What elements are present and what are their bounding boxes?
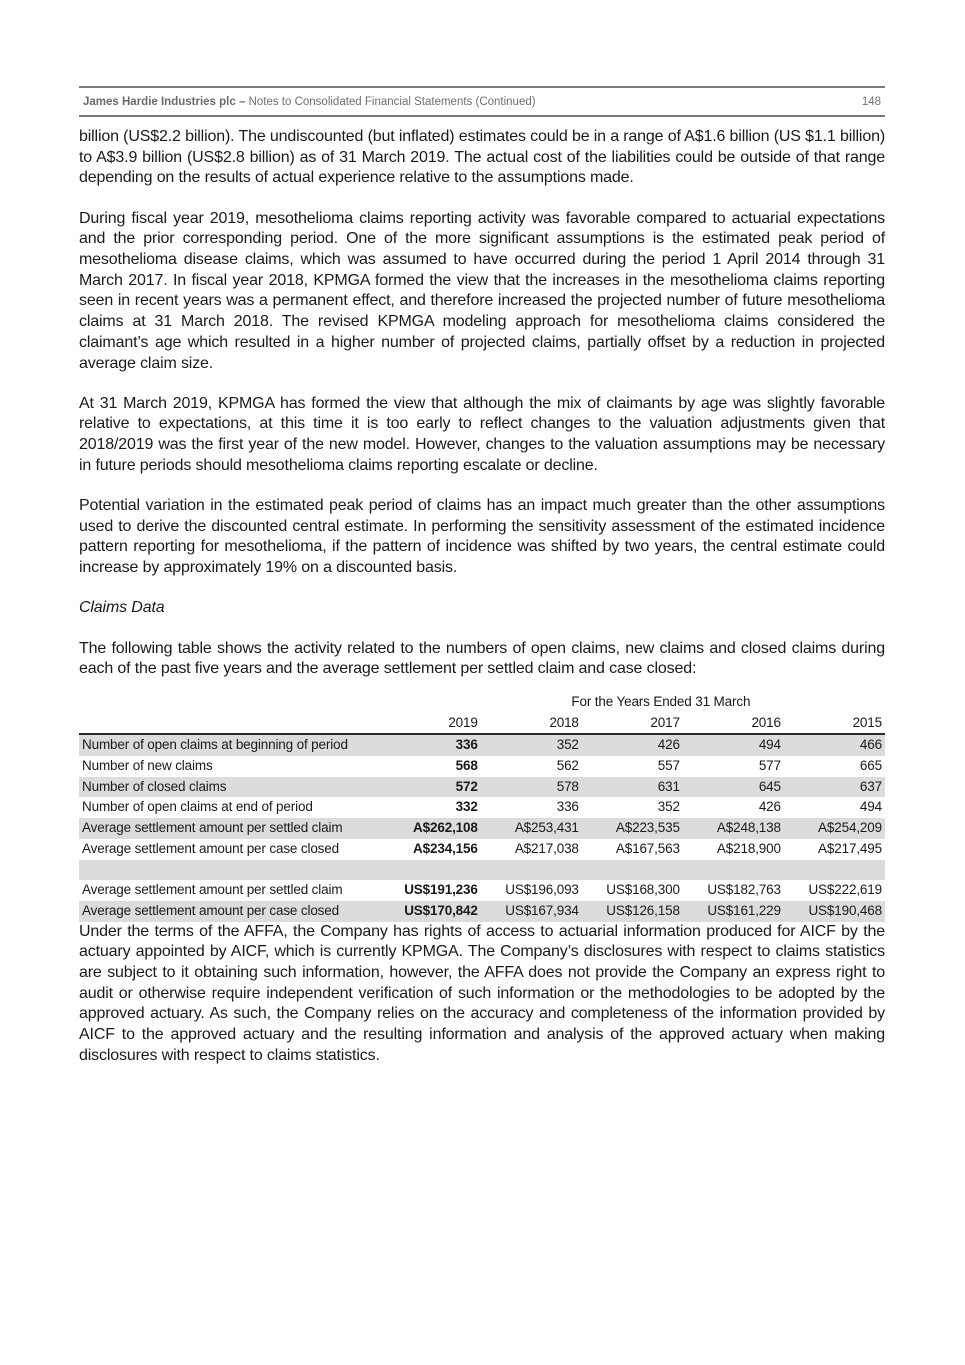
column-header-2017: 2017 bbox=[650, 714, 680, 730]
document-page bbox=[79, 86, 885, 1086]
claims-data-table bbox=[79, 692, 885, 922]
page-number: 148 bbox=[861, 95, 881, 108]
paragraph-kpmga-view: At 31 March 2019, KPMGA has formed the view that although the mix of claimants by age was slightly favorable relative to expectations, at this time it is too early to reflect changes to the valuation adjustments given that 2018/2019 was the first year of the new model. However, changes to the valuation assumptions may be necessary in future periods should mesothelioma claims reporting escalate or decline. bbox=[79, 394, 885, 474]
table-row: Number of closed claims 572 578 631 645 637 bbox=[79, 777, 885, 798]
running-header bbox=[79, 86, 885, 117]
section-heading: Claims Data bbox=[79, 599, 165, 617]
table-row: Number of open claims at end of period 332 336 352 426 494 bbox=[82, 799, 882, 815]
column-header-2015: 2015 bbox=[852, 714, 882, 730]
table-header-row bbox=[79, 713, 885, 735]
body-text bbox=[79, 127, 885, 1066]
table-row: Average settlement amount per settled claim A$262,108 A$253,431 A$223,535 A$248,138 A$254,209 bbox=[79, 818, 885, 839]
column-header-2018: 2018 bbox=[549, 714, 579, 730]
company-name: James Hardie Industries plc – bbox=[83, 95, 246, 108]
table-row: Average settlement amount per case closed A$234,156 A$217,038 A$167,563 A$218,900 A$217,495 bbox=[82, 840, 882, 856]
paragraph-liability-range: billion (US$2.2 billion). The undiscounted (but inflated) estimates could be in a range of A$1.6 billion (US $1.1 billion) to A$3.9 billion (US$2.8 billion) as of 31 March 2019. The actual cost of the liabilities could be outside of that range depending on the results of actual experience relative to the assumptions made. bbox=[79, 128, 885, 187]
table-row: Number of open claims at beginning of period 336 352 426 494 466 bbox=[79, 734, 885, 756]
table-super-header: For the Years Ended 31 March bbox=[571, 693, 751, 709]
column-header-2019: 2019 bbox=[448, 714, 478, 730]
paragraph-fiscal-2019-activity: During fiscal year 2019, mesothelioma claims reporting activity was favorable compared to actuarial expectations and the prior corresponding period. One of the more significant assumptions is the estimated peak period of mesothelioma disease claims, which was assumed to have occurred during the period 1 April 2014 through 31 March 2017. In fiscal year 2018, KPMGA formed the view that the increases in the mesothelioma claims reporting seen in recent years was a permanent effect, and therefore increased the projected number of future mesothelioma claims at 31 March 2018. The revised KPMGA modeling approach for mesothelioma claims considered the claimant’s age which resulted in a higher number of projected claims, partially offset by a reduction in projected average claim size. bbox=[79, 209, 885, 372]
table-super-header-row bbox=[79, 692, 885, 713]
table-row: Average settlement amount per settled claim US$191,236 US$196,093 US$168,300 US$182,763 US$222,619 bbox=[82, 882, 882, 898]
table-row: Average settlement amount per case closed US$170,842 US$167,934 US$126,158 US$161,229 US$190,468 bbox=[79, 901, 885, 922]
paragraph-peak-variation: Potential variation in the estimated peak period of claims has an impact much greater than the other assumptions used to derive the discounted central estimate. In performing the sensitivity assessment of the estimated incidence pattern reporting for mesothelioma, if the pattern of incidence was shifted by two years, the central estimate could increase by approximately 19% on a discounted basis. bbox=[79, 497, 885, 577]
table-spacer-row bbox=[79, 860, 885, 881]
paragraph-affa-access: Under the terms of the AFFA, the Company has rights of access to actuarial information produced for AICF by the actuary appointed by AICF, which is currently KPMGA. The Company’s disclosures with respect to claims statistics are subject to it obtaining such information, however, the AFFA does not provide the Company an express right to audit or otherwise require independent verification of such information or the methodologies to be adopted by the approved actuary. As such, the Company relies on the accuracy and completeness of the information provided by AICF to the approved actuary and the resulting information and analysis of the approved actuary when making disclosures with respect to claims statistics. bbox=[79, 922, 885, 1064]
document-section-title: Notes to Consolidated Financial Statements (Continued) bbox=[245, 95, 536, 108]
column-header-2016: 2016 bbox=[751, 714, 781, 730]
header-title bbox=[83, 96, 536, 108]
table-row: Number of new claims 568 562 557 577 665 bbox=[82, 758, 882, 774]
table-intro: The following table shows the activity related to the numbers of open claims, new claims and closed claims during each of the past five years and the average settlement per settled claim and case closed: bbox=[79, 639, 885, 678]
